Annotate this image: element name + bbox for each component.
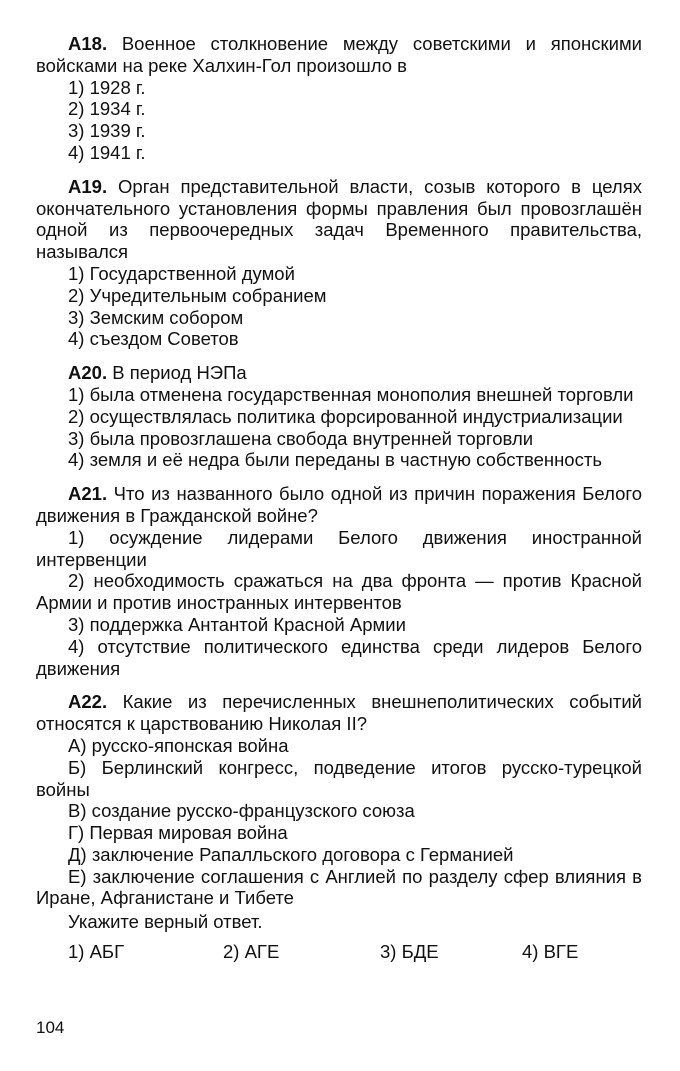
answer-option: 4) 1941 г. [68,141,146,163]
answer-option: 3) поддержка Антантой Красной Армии [68,613,406,635]
answer-option: Г) Первая мировая война [68,822,288,844]
question-number: А22. [68,691,108,713]
answer-option: 1) осуждение лидерами Белого движения иностранной интервенции [36,526,642,570]
question-number: А19. [68,175,108,197]
answer-choice: 1) АБГ [68,941,125,963]
question-a20 [36,362,642,471]
answer-option: 4) съездом Советов [68,328,239,350]
question-stem [36,483,642,527]
answer-choice: 4) ВГЕ [522,941,579,963]
question-number: А18. [68,33,108,54]
answer-option: 3) была провозглашена свобода внутренней торговли [68,427,534,449]
question-text: Орган представительной власти, созыв которого в целях окончательного установления формы правления был провозглашён одной из первоочередных задач Временного правительства, назывался [36,175,642,263]
answer-option: В) создание русско-французского союза [68,800,415,822]
page-number: 104 [36,1018,65,1037]
answer-option: А) русско-японская война [68,734,289,756]
question-text: Военное столкновение между советскими и японскими войсками на реке Халхин-Гол произошло в [36,33,642,76]
question-a18 [36,33,642,164]
answer-option: Е) заключение соглашения с Англией по разделу сфер влияния в Иране, Афганистане и Тибете [36,865,642,909]
question-text: Какие из перечисленных внешнеполитических событий относятся к царствованию Николая II? [36,691,642,735]
answer-option: 4) земля и её недра были переданы в частную собственность [68,449,602,471]
question-text: В период НЭПа [112,362,247,384]
question-stem [36,691,642,735]
answer-option: 1) 1928 г. [68,76,146,98]
instruction-text: Укажите верный ответ. [68,911,263,933]
answer-option: 1) была отменена государственная монополия внешней торговли [68,383,634,405]
answer-choices [36,941,642,963]
options-list [36,735,642,909]
options-list [36,77,642,164]
answer-option: 2) осуществлялась политика форсированной индустриализации [68,405,623,427]
question-number: А21. [68,483,108,505]
question-stem [36,176,642,263]
questions-list [36,33,642,975]
answer-option: 2) необходимость сражаться на два фронта — против Красной Армии и против иностранных интервентов [36,570,642,614]
answer-option: 3) Земским собором [68,306,244,328]
question-text: Что из названного было одной из причин поражения Белого движения в Гражданской войне? [36,483,643,526]
answer-option: 4) отсутствие политического единства среди лидеров Белого движения [36,635,642,679]
question-a22 [36,691,642,963]
question-a21 [36,483,642,679]
question-stem [36,33,642,77]
answer-option: Д) заключение Рапалльского договора с Германией [68,843,514,865]
answer-option: 2) 1934 г. [68,98,146,120]
answer-choice: 2) АГЕ [223,941,280,963]
answer-option: Б) Берлинский конгресс, подведение итогов русско-турецкой войны [36,756,642,800]
answer-choice: 3) БДЕ [380,941,439,963]
question-a19 [36,176,642,350]
options-list [36,384,642,471]
options-list [36,263,642,350]
answer-option: 2) Учредительным собранием [68,284,327,306]
question-number: А20. [68,362,108,384]
question-stem [36,362,642,384]
answer-option: 1) Государственной думой [68,262,295,284]
options-list [36,527,642,680]
answer-option: 3) 1939 г. [68,120,146,142]
